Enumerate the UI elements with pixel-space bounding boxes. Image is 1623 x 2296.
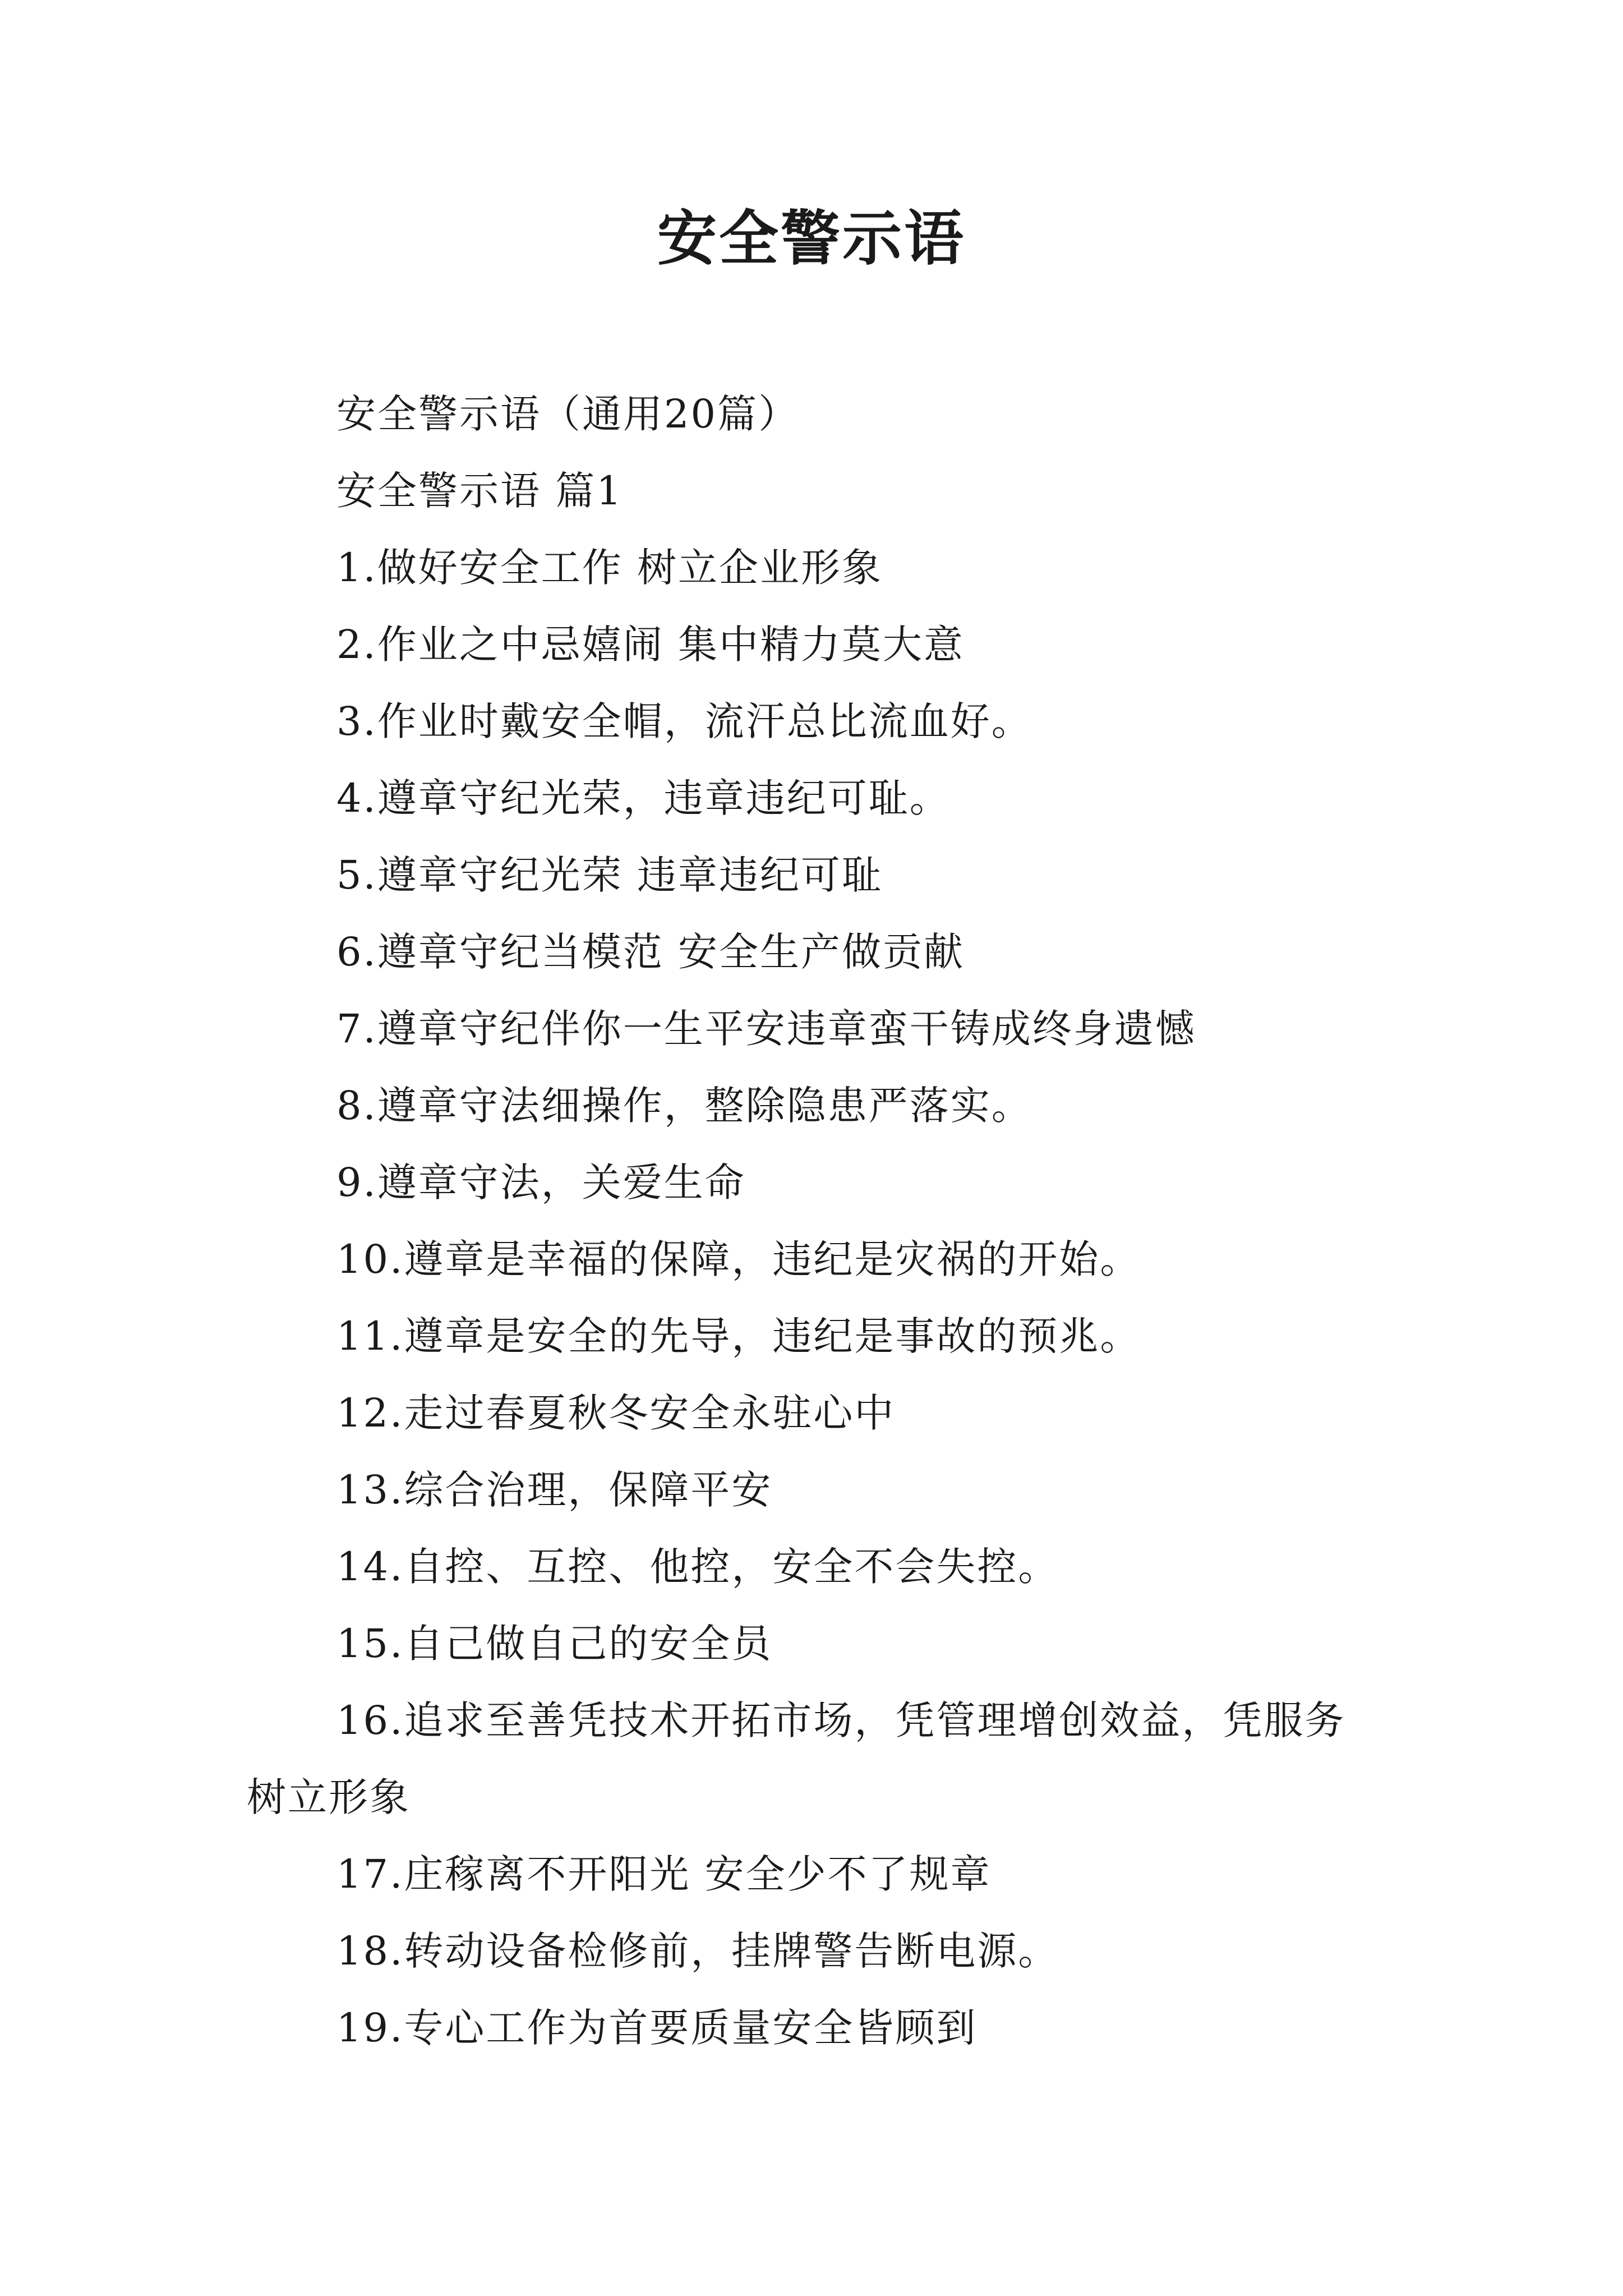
paragraph: 18.转动设备检修前，挂牌警告断电源。	[336, 1928, 1059, 1974]
paragraph: 12.走过春夏秋冬安全永驻心中	[336, 1390, 896, 1436]
paragraph: 17.庄稼离不开阳光 安全少不了规章	[336, 1851, 992, 1897]
paragraph: 19.专心工作为首要质量安全皆顾到	[336, 2005, 978, 2051]
paragraph: 4.遵章守纪光荣，违章违纪可耻。	[336, 775, 951, 821]
paragraph: 14.自控、互控、他控，安全不会失控。	[336, 1544, 1059, 1590]
paragraph: 1.做好安全工作 树立企业形象	[336, 545, 883, 591]
paragraph: 16.追求至善凭技术开拓市场，凭管理增创效益，凭服务树立形象	[247, 1697, 1346, 1820]
document-body	[247, 376, 1380, 2067]
paragraph: 11.遵章是安全的先导，违纪是事故的预兆。	[336, 1313, 1141, 1359]
paragraph: 3.作业时戴安全帽，流汗总比流血好。	[336, 698, 1032, 744]
paragraph: 8.遵章守法细操作，整除隐患严落实。	[336, 1083, 1032, 1129]
paragraph: 2.作业之中忌嬉闹 集中精力莫大意	[336, 622, 965, 668]
paragraph: 7.遵章守纪伴你一生平安违章蛮干铸成终身遗憾	[336, 1006, 1196, 1052]
paragraph: 13.综合治理，保障平安	[336, 1467, 773, 1513]
document-title: 安全警示语	[657, 203, 966, 273]
paragraph: 5.遵章守纪光荣 违章违纪可耻	[336, 852, 883, 898]
paragraph: 安全警示语（通用20篇）	[336, 391, 800, 437]
paragraph: 15.自己做自己的安全员	[336, 1621, 773, 1667]
paragraph: 10.遵章是幸福的保障，违纪是灾祸的开始。	[336, 1236, 1141, 1282]
paragraph: 6.遵章守纪当模范 安全生产做贡献	[336, 929, 965, 975]
paragraph: 9.遵章守法，关爱生命	[336, 1159, 746, 1205]
paragraph: 安全警示语 篇1	[336, 468, 623, 514]
